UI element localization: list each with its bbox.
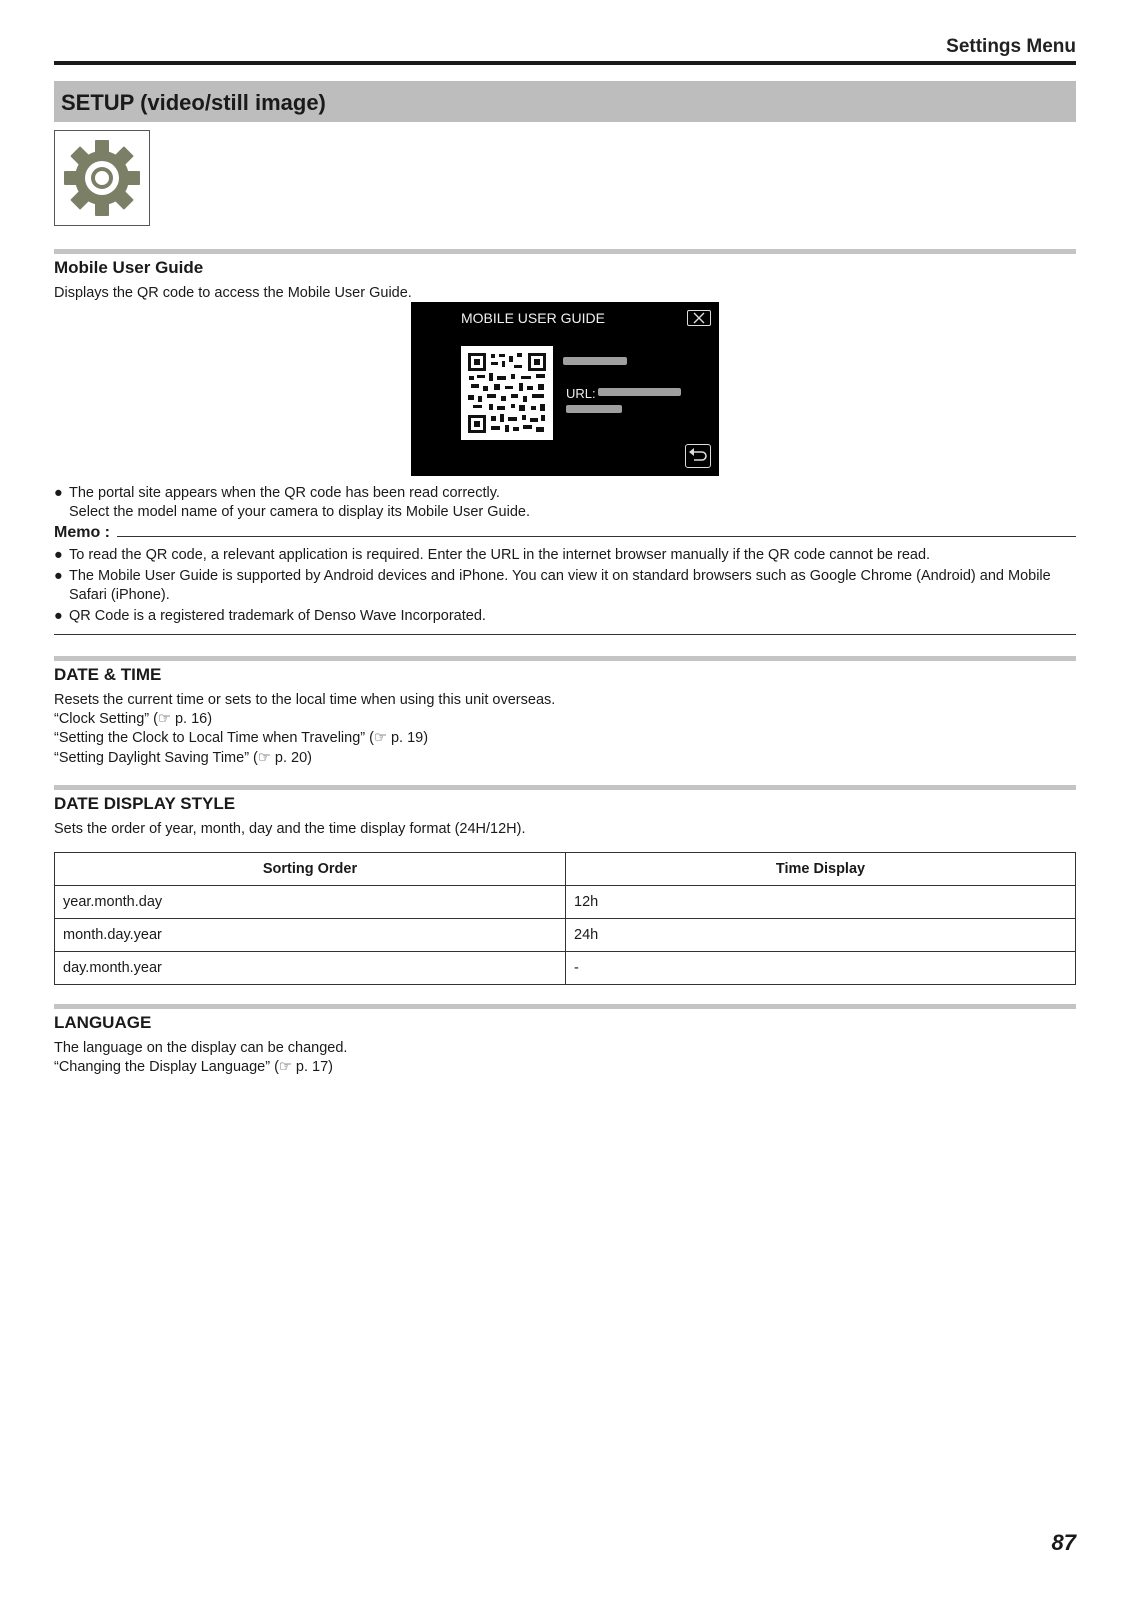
- blurred-url-continued: [566, 405, 622, 413]
- table-cell: 12h: [566, 886, 1076, 919]
- screen-title: MOBILE USER GUIDE: [461, 310, 605, 326]
- table-cell: month.day.year: [55, 919, 566, 952]
- language-heading: LANGUAGE: [54, 1013, 152, 1032]
- table-header: Sorting Order: [55, 853, 566, 886]
- close-icon: [687, 310, 711, 326]
- bullet-line: The portal site appears when the QR code has been read correctly.: [69, 485, 500, 501]
- mobile-user-guide-description: Displays the QR code to access the Mobile User Guide.: [54, 285, 412, 301]
- qr-code-icon: [461, 346, 553, 440]
- link-local-time[interactable]: “Setting the Clock to Local Time when Traveling” (☞ p. 19): [54, 730, 429, 746]
- setup-icon-box: [54, 130, 150, 226]
- table-cell: 24h: [566, 919, 1076, 952]
- language-description: The language on the display can be changed.: [54, 1040, 348, 1056]
- memo-label: Memo :: [54, 524, 110, 541]
- section-title: SETUP (video/still image): [61, 90, 326, 115]
- section-divider: [54, 785, 1076, 790]
- bullet-icon: ●: [54, 485, 63, 501]
- table-cell: -: [566, 952, 1076, 985]
- date-display-heading: DATE DISPLAY STYLE: [54, 794, 236, 813]
- date-time-heading: DATE & TIME: [54, 665, 162, 684]
- memo-item: To read the QR code, a relevant application is required. Enter the URL in the internet browser manually if the QR code cannot be read.: [69, 547, 931, 563]
- mobile-user-guide-screen: [411, 302, 719, 476]
- page-number: 87: [1051, 1530, 1076, 1555]
- return-icon: [685, 444, 711, 468]
- bullet-icon: ●: [54, 568, 63, 584]
- table-cell: day.month.year: [55, 952, 566, 985]
- blurred-url: [598, 388, 681, 396]
- table-row: [55, 886, 1076, 919]
- table-row: [55, 952, 1076, 985]
- table-row: [55, 919, 1076, 952]
- memo-item: QR Code is a registered trademark of Denso Wave Incorporated.: [69, 608, 486, 624]
- date-time-description: Resets the current time or sets to the local time when using this unit overseas.: [54, 692, 556, 708]
- memo-rule: [117, 536, 1076, 537]
- list-item: [54, 567, 1076, 607]
- link-clock-setting[interactable]: “Clock Setting” (☞ p. 16): [54, 711, 213, 727]
- bullet-icon: ●: [54, 547, 63, 563]
- header-rule: [54, 61, 1076, 65]
- link-daylight-saving[interactable]: “Setting Daylight Saving Time” (☞ p. 20): [54, 750, 312, 766]
- screen-url-label: URL:: [566, 386, 596, 401]
- list-item: [54, 607, 1076, 627]
- list-item: [54, 546, 1076, 566]
- bullet-line: Select the model name of your camera to display its Mobile User Guide.: [69, 504, 530, 520]
- header-title: Settings Menu: [946, 36, 1076, 57]
- gear-icon: [61, 137, 143, 219]
- date-display-description: Sets the order of year, month, day and the time display format (24H/12H).: [54, 821, 526, 837]
- section-divider: [54, 1004, 1076, 1009]
- table-cell: year.month.day: [55, 886, 566, 919]
- section-divider: [54, 249, 1076, 254]
- section-divider: [54, 656, 1076, 661]
- table-header-row: [55, 853, 1076, 886]
- mobile-user-guide-heading: Mobile User Guide: [54, 258, 204, 277]
- memo-end-rule: [54, 634, 1076, 635]
- blurred-text: [563, 357, 627, 365]
- date-display-table: [54, 852, 1076, 985]
- section-banner: [54, 81, 1076, 122]
- memo-item: The Mobile User Guide is supported by Android devices and iPhone. You can view it on standard browsers such as Google Chrome (Android) and Mobile Safari (iPhone).: [69, 568, 1051, 603]
- bullet-icon: ●: [54, 608, 63, 624]
- list-item: [54, 484, 1076, 524]
- table-header: Time Display: [566, 853, 1076, 886]
- link-display-language[interactable]: “Changing the Display Language” (☞ p. 17): [54, 1059, 333, 1075]
